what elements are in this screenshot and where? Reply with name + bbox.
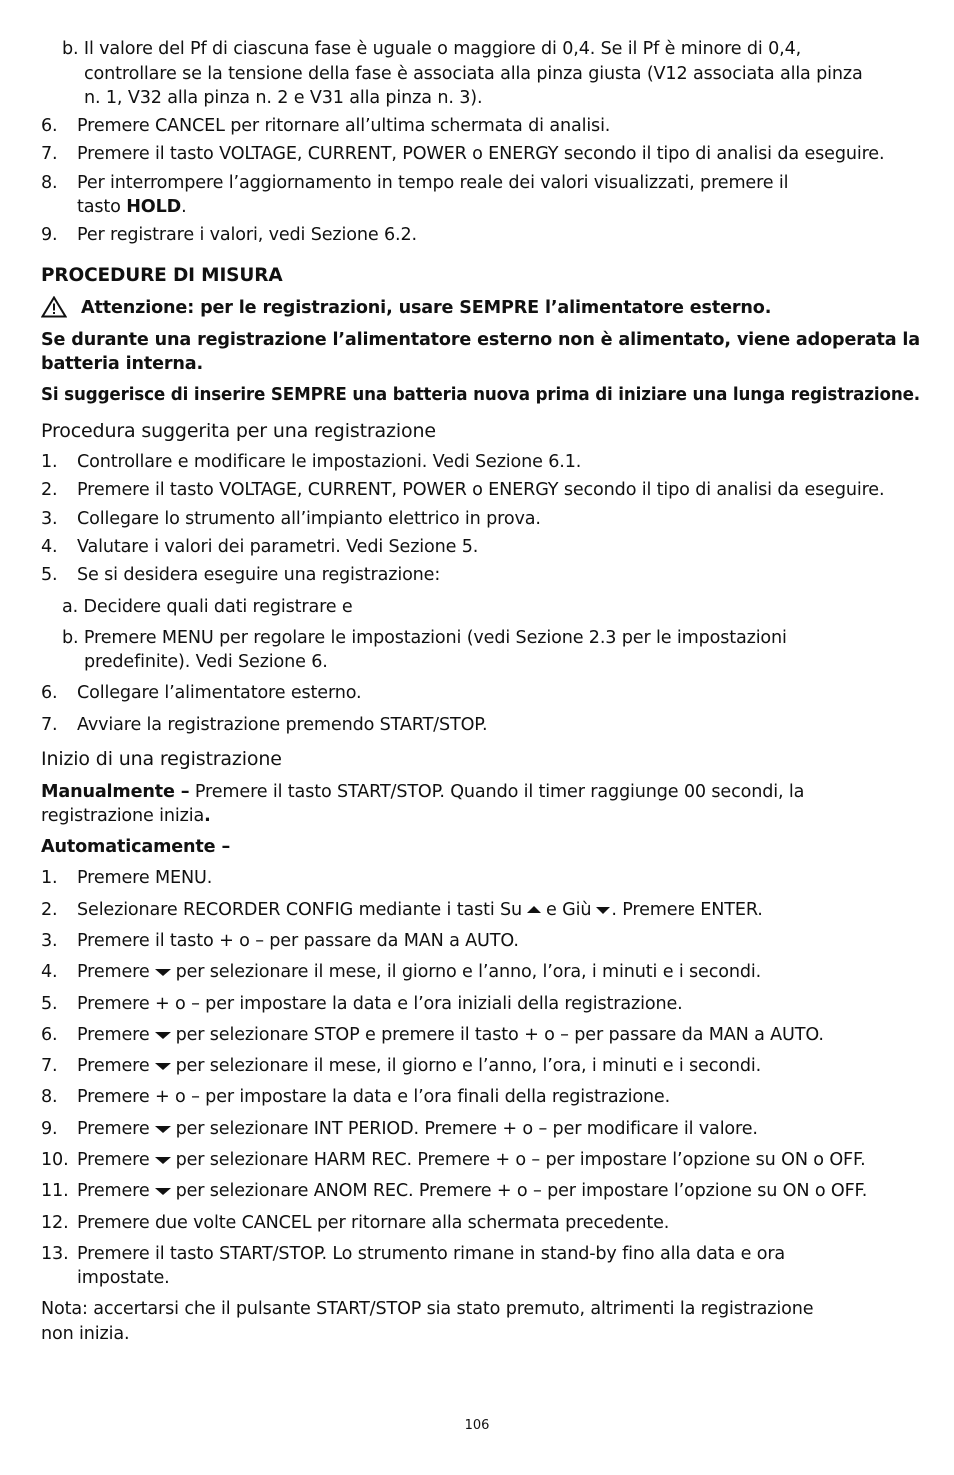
note-text: Si suggerisce di inserire SEMPRE una batteria nuova prima di iniziare una lunga registrazione. (41, 385, 920, 405)
list-text: Collegare l’alimentatore esterno. (77, 683, 362, 703)
list-text-cont (77, 195, 187, 219)
manual-paragraph-cont (41, 804, 211, 828)
list-number: 6. (41, 116, 58, 136)
list-item (41, 1085, 921, 1109)
page-number: 106 (464, 1418, 490, 1433)
list-number: 5. (41, 994, 58, 1014)
list-item (41, 223, 921, 247)
list-item (41, 1054, 921, 1078)
list-item (41, 1148, 921, 1172)
up-arrow-icon (526, 905, 542, 915)
list-text: Premere (77, 1056, 150, 1076)
list-number: 9. (41, 225, 58, 245)
list-text: Collegare lo strumento all’impianto elettrico in prova. (77, 509, 541, 529)
note-text: Nota: accertarsi che il pulsante START/STOP sia stato premuto, altrimenti la registrazione (41, 1299, 814, 1319)
down-arrow-icon (154, 1030, 172, 1040)
list-text: . (181, 197, 187, 217)
list-item (41, 507, 921, 531)
list-number: 9. (41, 1119, 58, 1139)
list-item (41, 1242, 921, 1266)
list-item (41, 1211, 921, 1235)
note-text: Se durante una registrazione l’alimentatore esterno non è alimentato, viene adoperata la (41, 330, 920, 350)
list-text: Premere (77, 962, 150, 982)
sub-item-a: a. Decidere quali dati registrare e (62, 597, 353, 617)
list-number: 2. (41, 480, 58, 500)
list-item (41, 1023, 921, 1047)
list-text: Premere il tasto VOLTAGE, CURRENT, POWER o ENERGY secondo il tipo di analisi da eseguire. (77, 480, 885, 500)
list-text-cont: impostate. (77, 1268, 170, 1288)
list-text: Premere MENU. (77, 868, 213, 888)
list-text: per selezionare ANOM REC. Premere + o – per impostare l’opzione su ON o OFF. (175, 1181, 868, 1201)
list-number: 12. (41, 1213, 69, 1233)
down-arrow-icon (154, 1061, 172, 1071)
list-text: Premere (77, 1150, 150, 1170)
manual-text: Premere il tasto START/STOP. Quando il timer raggiunge 00 secondi, la (189, 782, 805, 802)
warning-text: Attenzione: per le registrazioni, usare SEMPRE l’alimentatore esterno. (81, 298, 772, 318)
list-item (41, 450, 921, 474)
list-item (41, 171, 921, 195)
list-item (41, 713, 921, 737)
list-text: Valutare i valori dei parametri. Vedi Sezione 5. (77, 537, 479, 557)
list-item (41, 929, 921, 953)
list-text: e Giù (546, 900, 592, 920)
list-number: 10. (41, 1150, 69, 1170)
list-number: 13. (41, 1244, 69, 1264)
list-item (41, 960, 921, 984)
down-arrow-icon (154, 1124, 172, 1134)
list-number: 3. (41, 509, 58, 529)
list-text: Selezionare RECORDER CONFIG mediante i tasti Su (77, 900, 523, 920)
section-heading: PROCEDURE DI MISURA (41, 265, 283, 286)
list-item (41, 681, 921, 705)
sub-item-b-cont: predefinite). Vedi Sezione 6. (84, 652, 328, 672)
list-text: per selezionare STOP e premere il tasto + o – per passare da MAN a AUTO. (175, 1025, 824, 1045)
list-text: Se si desidera eseguire una registrazione: (77, 565, 441, 585)
list-text: Premere due volte CANCEL per ritornare alla schermata precedente. (77, 1213, 670, 1233)
list-text: per selezionare il mese, il giorno e l’anno, l’ora, i minuti e i secondi. (175, 1056, 762, 1076)
list-text: Premere il tasto VOLTAGE, CURRENT, POWER o ENERGY secondo il tipo di analisi da eseguire. (77, 144, 885, 164)
list-text: Premere il tasto START/STOP. Lo strumento rimane in stand-by fino alla data e ora (77, 1244, 786, 1264)
list-item (41, 563, 921, 587)
note-text: batteria interna. (41, 354, 204, 374)
list-item (41, 898, 921, 922)
list-text: Premere + o – per impostare la data e l’ora finali della registrazione. (77, 1087, 671, 1107)
list-number: 7. (41, 144, 58, 164)
list-text: Per interrompere l’aggiornamento in tempo reale dei valori visualizzati, premere il (77, 173, 789, 193)
list-number: 4. (41, 537, 58, 557)
list-item-b-cont: controllare se la tensione della fase è associata alla pinza giusta (V12 associata alla pinza (84, 64, 863, 84)
list-number: 2. (41, 900, 58, 920)
down-arrow-icon (154, 1155, 172, 1165)
list-number: 5. (41, 565, 58, 585)
list-number: 11. (41, 1181, 69, 1201)
list-text: Premere il tasto + o – per passare da MAN a AUTO. (77, 931, 519, 951)
list-text: Premere + o – per impostare la data e l’ora iniziali della registrazione. (77, 994, 683, 1014)
list-number: 8. (41, 1087, 58, 1107)
list-item (41, 142, 921, 166)
list-item (41, 992, 921, 1016)
list-text: Per registrare i valori, vedi Sezione 6.2. (77, 225, 417, 245)
hold-keyword: HOLD (126, 197, 182, 217)
note-text: non inizia. (41, 1324, 130, 1344)
list-text: Controllare e modificare le impostazioni. Vedi Sezione 6.1. (77, 452, 582, 472)
list-item (41, 478, 921, 502)
manual-paragraph (41, 780, 804, 804)
list-number: 1. (41, 452, 58, 472)
manual-text-end: . (204, 806, 211, 826)
auto-label: Automaticamente – (41, 837, 231, 857)
manual-label: Manualmente – (41, 782, 190, 802)
list-number: 6. (41, 1025, 58, 1045)
list-text: . Premere ENTER. (611, 900, 763, 920)
list-item (41, 866, 921, 890)
down-arrow-icon (595, 905, 611, 915)
list-number: 6. (41, 683, 58, 703)
manual-text: registrazione inizia (41, 806, 205, 826)
list-item (41, 114, 921, 138)
list-item (41, 1179, 921, 1203)
list-number: 7. (41, 1056, 58, 1076)
sub-item-b: b. Premere MENU per regolare le impostazioni (vedi Sezione 2.3 per le impostazioni (62, 628, 787, 648)
subsection-heading: Inizio di una registrazione (41, 748, 282, 770)
down-arrow-icon (154, 967, 172, 977)
list-number: 8. (41, 173, 58, 193)
list-number: 1. (41, 868, 58, 888)
list-text: per selezionare il mese, il giorno e l’anno, l’ora, i minuti e i secondi. (175, 962, 762, 982)
down-arrow-icon (154, 1186, 172, 1196)
list-number: 4. (41, 962, 58, 982)
warning-icon (41, 296, 67, 318)
list-number: 7. (41, 715, 58, 735)
list-text: Premere (77, 1025, 150, 1045)
list-text: Premere (77, 1119, 150, 1139)
list-item-b-cont: n. 1, V32 alla pinza n. 2 e V31 alla pinza n. 3). (84, 88, 483, 108)
list-item (41, 1117, 921, 1141)
list-item (41, 535, 921, 559)
list-text: Premere CANCEL per ritornare all’ultima schermata di analisi. (77, 116, 611, 136)
list-text: per selezionare INT PERIOD. Premere + o – per modificare il valore. (175, 1119, 758, 1139)
subsection-heading: Procedura suggerita per una registrazione (41, 420, 436, 442)
list-text: tasto (77, 197, 127, 217)
list-item-b: b. Il valore del Pf di ciascuna fase è uguale o maggiore di 0,4. Se il Pf è minore di 0,4, (62, 39, 802, 59)
list-number: 3. (41, 931, 58, 951)
list-text: Avviare la registrazione premendo START/STOP. (77, 715, 488, 735)
list-text: Premere (77, 1181, 150, 1201)
list-text: per selezionare HARM REC. Premere + o – per impostare l’opzione su ON o OFF. (175, 1150, 866, 1170)
